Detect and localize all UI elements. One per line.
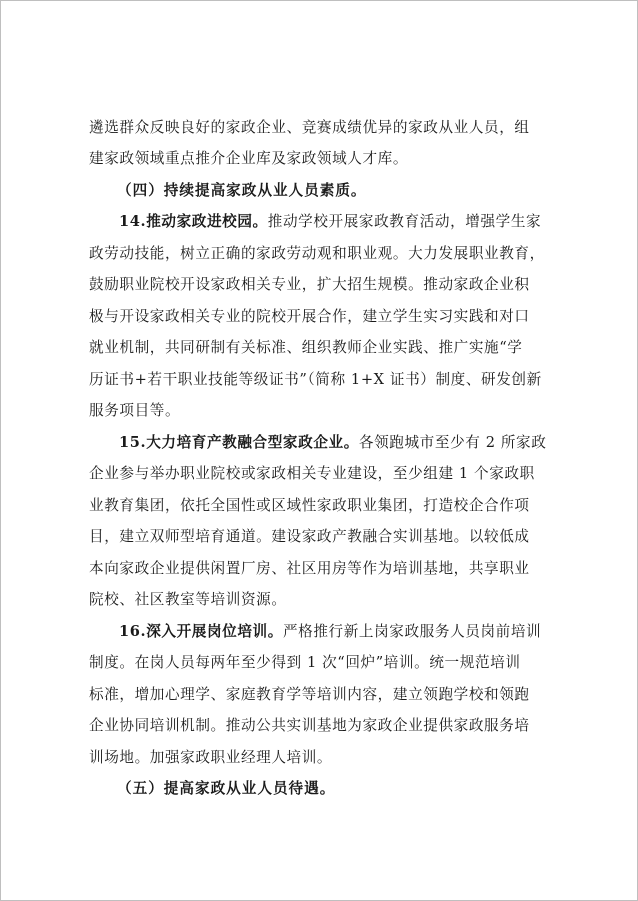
- paragraph-line: [89, 145, 408, 173]
- paragraph-line: [89, 334, 523, 362]
- paragraph-line: [89, 303, 530, 331]
- item-16-line: [119, 618, 541, 646]
- paragraph-line: [89, 681, 530, 709]
- item-14-title: 14.推动家政进校园。: [119, 213, 268, 230]
- section-heading-5: [117, 775, 335, 803]
- paragraph-line: [89, 460, 535, 488]
- paragraph-line: [89, 555, 530, 583]
- line-text: 标准，增加心理学、家庭教育学等培训内容，建立领跑学校和领跑: [89, 686, 530, 703]
- heading-text: （五）提高家政从业人员待遇。: [117, 780, 336, 797]
- paragraph-line: [89, 649, 521, 677]
- paragraph-line: [89, 586, 287, 614]
- line-text: 训场地。加强家政职业经理人培训。: [89, 749, 333, 766]
- line-text: 鼓励职业院校开设家政相关专业，扩大招生规模。推动家政企业积: [89, 276, 530, 293]
- paragraph-line: [89, 744, 332, 772]
- paragraph-line: [89, 366, 542, 394]
- line-text: 就业机制，共同研制有关标准、组织教师企业实践、推广实施“学: [89, 339, 523, 356]
- line-text: 历证书+若干职业技能等级证书”（简称 1+X 证书）制度、研发创新: [89, 371, 542, 388]
- item-15-line: [119, 429, 546, 457]
- item-15-title: 15.大力培育产教融合型家政企业。: [119, 434, 359, 451]
- line-text: 遴选群众反映良好的家政企业、竞赛成绩优异的家政从业人员，组: [89, 119, 530, 136]
- section-heading-4: [117, 177, 367, 205]
- paragraph-line: [89, 523, 530, 551]
- line-text: 本向家政企业提供闲置厂房、社区用房等作为培训基地，共享职业: [89, 560, 530, 577]
- line-text: 企业协同培训机制。推动公共实训基地为家政企业提供家政服务培: [89, 717, 530, 734]
- item-16-title: 16.深入开展岗位培训。: [119, 623, 283, 640]
- item-14-line: [119, 208, 541, 236]
- line-text: 极与开设家政相关专业的院校开展合作，建立学生实习实践和对口: [89, 308, 530, 325]
- heading-text: （四）持续提高家政从业人员素质。: [117, 182, 367, 199]
- line-text: 推动学校开展家政教育活动，增强学生家: [267, 213, 542, 230]
- line-text: 目，建立双师型培育通道。建设家政产教融合实训基地。以较低成: [89, 528, 530, 545]
- line-text: 业教育集团，依托全国性或区域性家政职业集团，打造校企合作项: [89, 497, 530, 514]
- line-text: 院校、社区教室等培训资源。: [89, 591, 287, 608]
- line-text: 严格推行新上岗家政服务人员岗前培训: [282, 623, 542, 640]
- paragraph-line: [89, 240, 545, 268]
- paragraph-line: [89, 271, 530, 299]
- line-text: 服务项目等。: [89, 402, 181, 419]
- paragraph-line: [89, 492, 530, 520]
- line-text: 企业参与举办职业院校或家政相关专业建设，至少组建 1 个家政职: [89, 465, 535, 482]
- line-text: 政劳动技能，树立正确的家政劳动观和职业观。大力发展职业教育，: [89, 245, 545, 262]
- paragraph-line: [89, 397, 180, 425]
- line-text: 建家政领域重点推介企业库及家政领域人才库。: [89, 150, 409, 167]
- line-text: 制度。在岗人员每两年至少得到 1 次“回炉”培训。统一规范培训: [89, 654, 521, 671]
- line-text: 各领跑城市至少有 2 所家政: [358, 434, 547, 451]
- paragraph-line: [89, 712, 530, 740]
- paragraph-line: [89, 114, 530, 142]
